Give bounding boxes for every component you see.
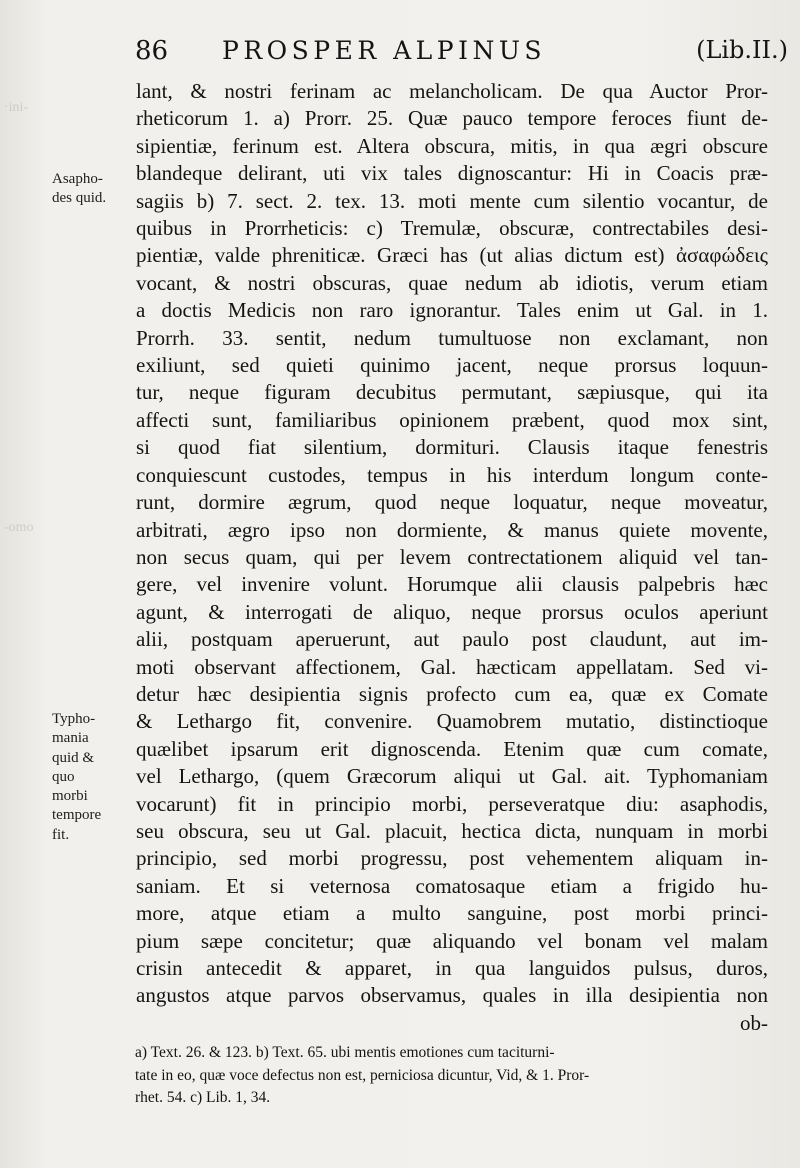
footnotes: [135, 1042, 771, 1110]
text-line: sipientiæ, ferinum est. Altera obscura, mitis, in qua ægri obscure: [136, 133, 768, 158]
text-line: gere, vel invenire volunt. Horumque alii clausis palpebris hæc: [136, 572, 768, 597]
text-line: more, atque etiam a multo sanguine, post morbi princi-: [136, 901, 768, 926]
text-line: agunt, & interrogati de aliquo, neque prorsus oculos aperiunt: [136, 599, 768, 624]
text-line: conquiescunt custodes, tempus in his interdum longum conte-: [136, 462, 768, 487]
page-number: 86: [135, 36, 169, 66]
text-line: blandeque delirant, uti vix tales dignoscantur: Hi in Coacis præ-: [136, 161, 768, 186]
text-line: a doctis Medicis non raro ignorantur. Tales enim ut Gal. in 1.: [136, 298, 768, 323]
text-line: vocarunt) fit in principio morbi, perseveratque diu: asaphodis,: [136, 791, 768, 816]
text-line: principio, sed morbi progressu, post vehementem aliquam in-: [136, 846, 768, 871]
text-line: saniam. Et si veternosa comatosaque etiam a frigido hu-: [136, 873, 768, 898]
text-line: rheticorum 1. a) Prorr. 25. Quæ pauco tempore feroces fiunt de-: [136, 106, 768, 131]
footnote-line: rhet. 54. c) Lib. 1, 34.: [135, 1089, 271, 1106]
text-line: affecti sunt, familiaribus opinionem præbent, quod mox sint,: [136, 407, 768, 432]
text-line: crisin antecedit & apparet, in qua languidos pulsus, duros,: [136, 956, 768, 980]
text-line: moti observant affectionem, Gal. hæcticam appellatam. Sed vi-: [136, 654, 768, 679]
text-line: tur, neque figuram decubitus permutant, sæpiusque, qui ita: [136, 380, 768, 405]
text-line: sagiis b) 7. sect. 2. tex. 13. moti mente cum silentio vocantur, de: [136, 188, 768, 213]
running-header: [130, 36, 788, 76]
text-line: vocant, & nostri obscuras, quae nedum ab idiotis, verum etiam: [136, 270, 768, 295]
text-line: quælibet ipsarum erit dignoscenda. Etenim quæ cum comate,: [136, 736, 768, 761]
text-line: vel Lethargo, (quem Græcorum aliqui ut Gal. ait. Typhomaniam: [136, 764, 768, 789]
margin-note-asaphodes: Asapho- des quid.: [52, 171, 107, 207]
text-line: detur hæc desipientia signis profecto cum ea, quæ ex Comate: [136, 681, 768, 706]
running-title: PROSPER ALPINUS: [222, 36, 547, 65]
text-line: exiliunt, sed quieti quinimo jacent, neque prorsus loquun-: [136, 353, 768, 378]
text-line: si quod fiat silentium, dormituri. Clausis itaque fenestris: [136, 435, 768, 460]
text-line: seu obscura, seu ut Gal. placuit, hectica dicta, nunquam in morbi: [136, 818, 768, 843]
text-line: quibus in Prorrheticis: c) Tremulæ, obscuræ, contrectabiles desi-: [136, 216, 768, 241]
text-line: Prorrh. 33. sentit, nedum tumultuose non exclamant, non: [136, 325, 768, 350]
book-number: (Lib.II.): [696, 36, 788, 64]
text-line: alii, postquam aperuerunt, aut paulo post claudunt, aut im-: [136, 627, 768, 652]
main-text: [136, 78, 768, 1037]
margin-note-typhomania: Typho- mania quid & quo morbi tempore fit.: [52, 711, 102, 843]
text-line: & Lethargo fit, convenire. Quamobrem mutatio, distinctioque: [136, 709, 768, 734]
text-line: lant, & nostri ferinam ac melancholicam. De qua Auctor Pror-: [136, 79, 768, 103]
bleed-through-text: -omo: [4, 520, 34, 535]
footnote-line: a) Text. 26. & 123. b) Text. 65. ubi mentis emotiones cum taciturni-: [135, 1044, 555, 1061]
text-line: pium sæpe concitetur; quæ aliquando vel bonam vel malam: [136, 928, 768, 953]
text-line: arbitrati, ægro ipso non dormiente, & manus quiete movente,: [136, 517, 768, 542]
text-line: runt, dormire ægrum, quod neque loquatur, neque moveatur,: [136, 490, 768, 515]
footnote-line: tate in eo, quæ voce defectus non est, perniciosa dicuntur, Vid, & 1. Pror-: [135, 1066, 590, 1084]
text-line: non secus quam, qui per levem contrectationem aliquid vel tan-: [136, 544, 768, 569]
text-line: angustos atque parvos observamus, quales in illa desipientia non: [136, 983, 768, 1008]
bleed-through-text: ·ini-: [4, 100, 29, 115]
text-line: pientiæ, valde phreniticæ. Græci has (ut alias dictum est) ἀσαφώδεις: [136, 243, 768, 268]
catchword: ob-: [740, 1010, 768, 1035]
